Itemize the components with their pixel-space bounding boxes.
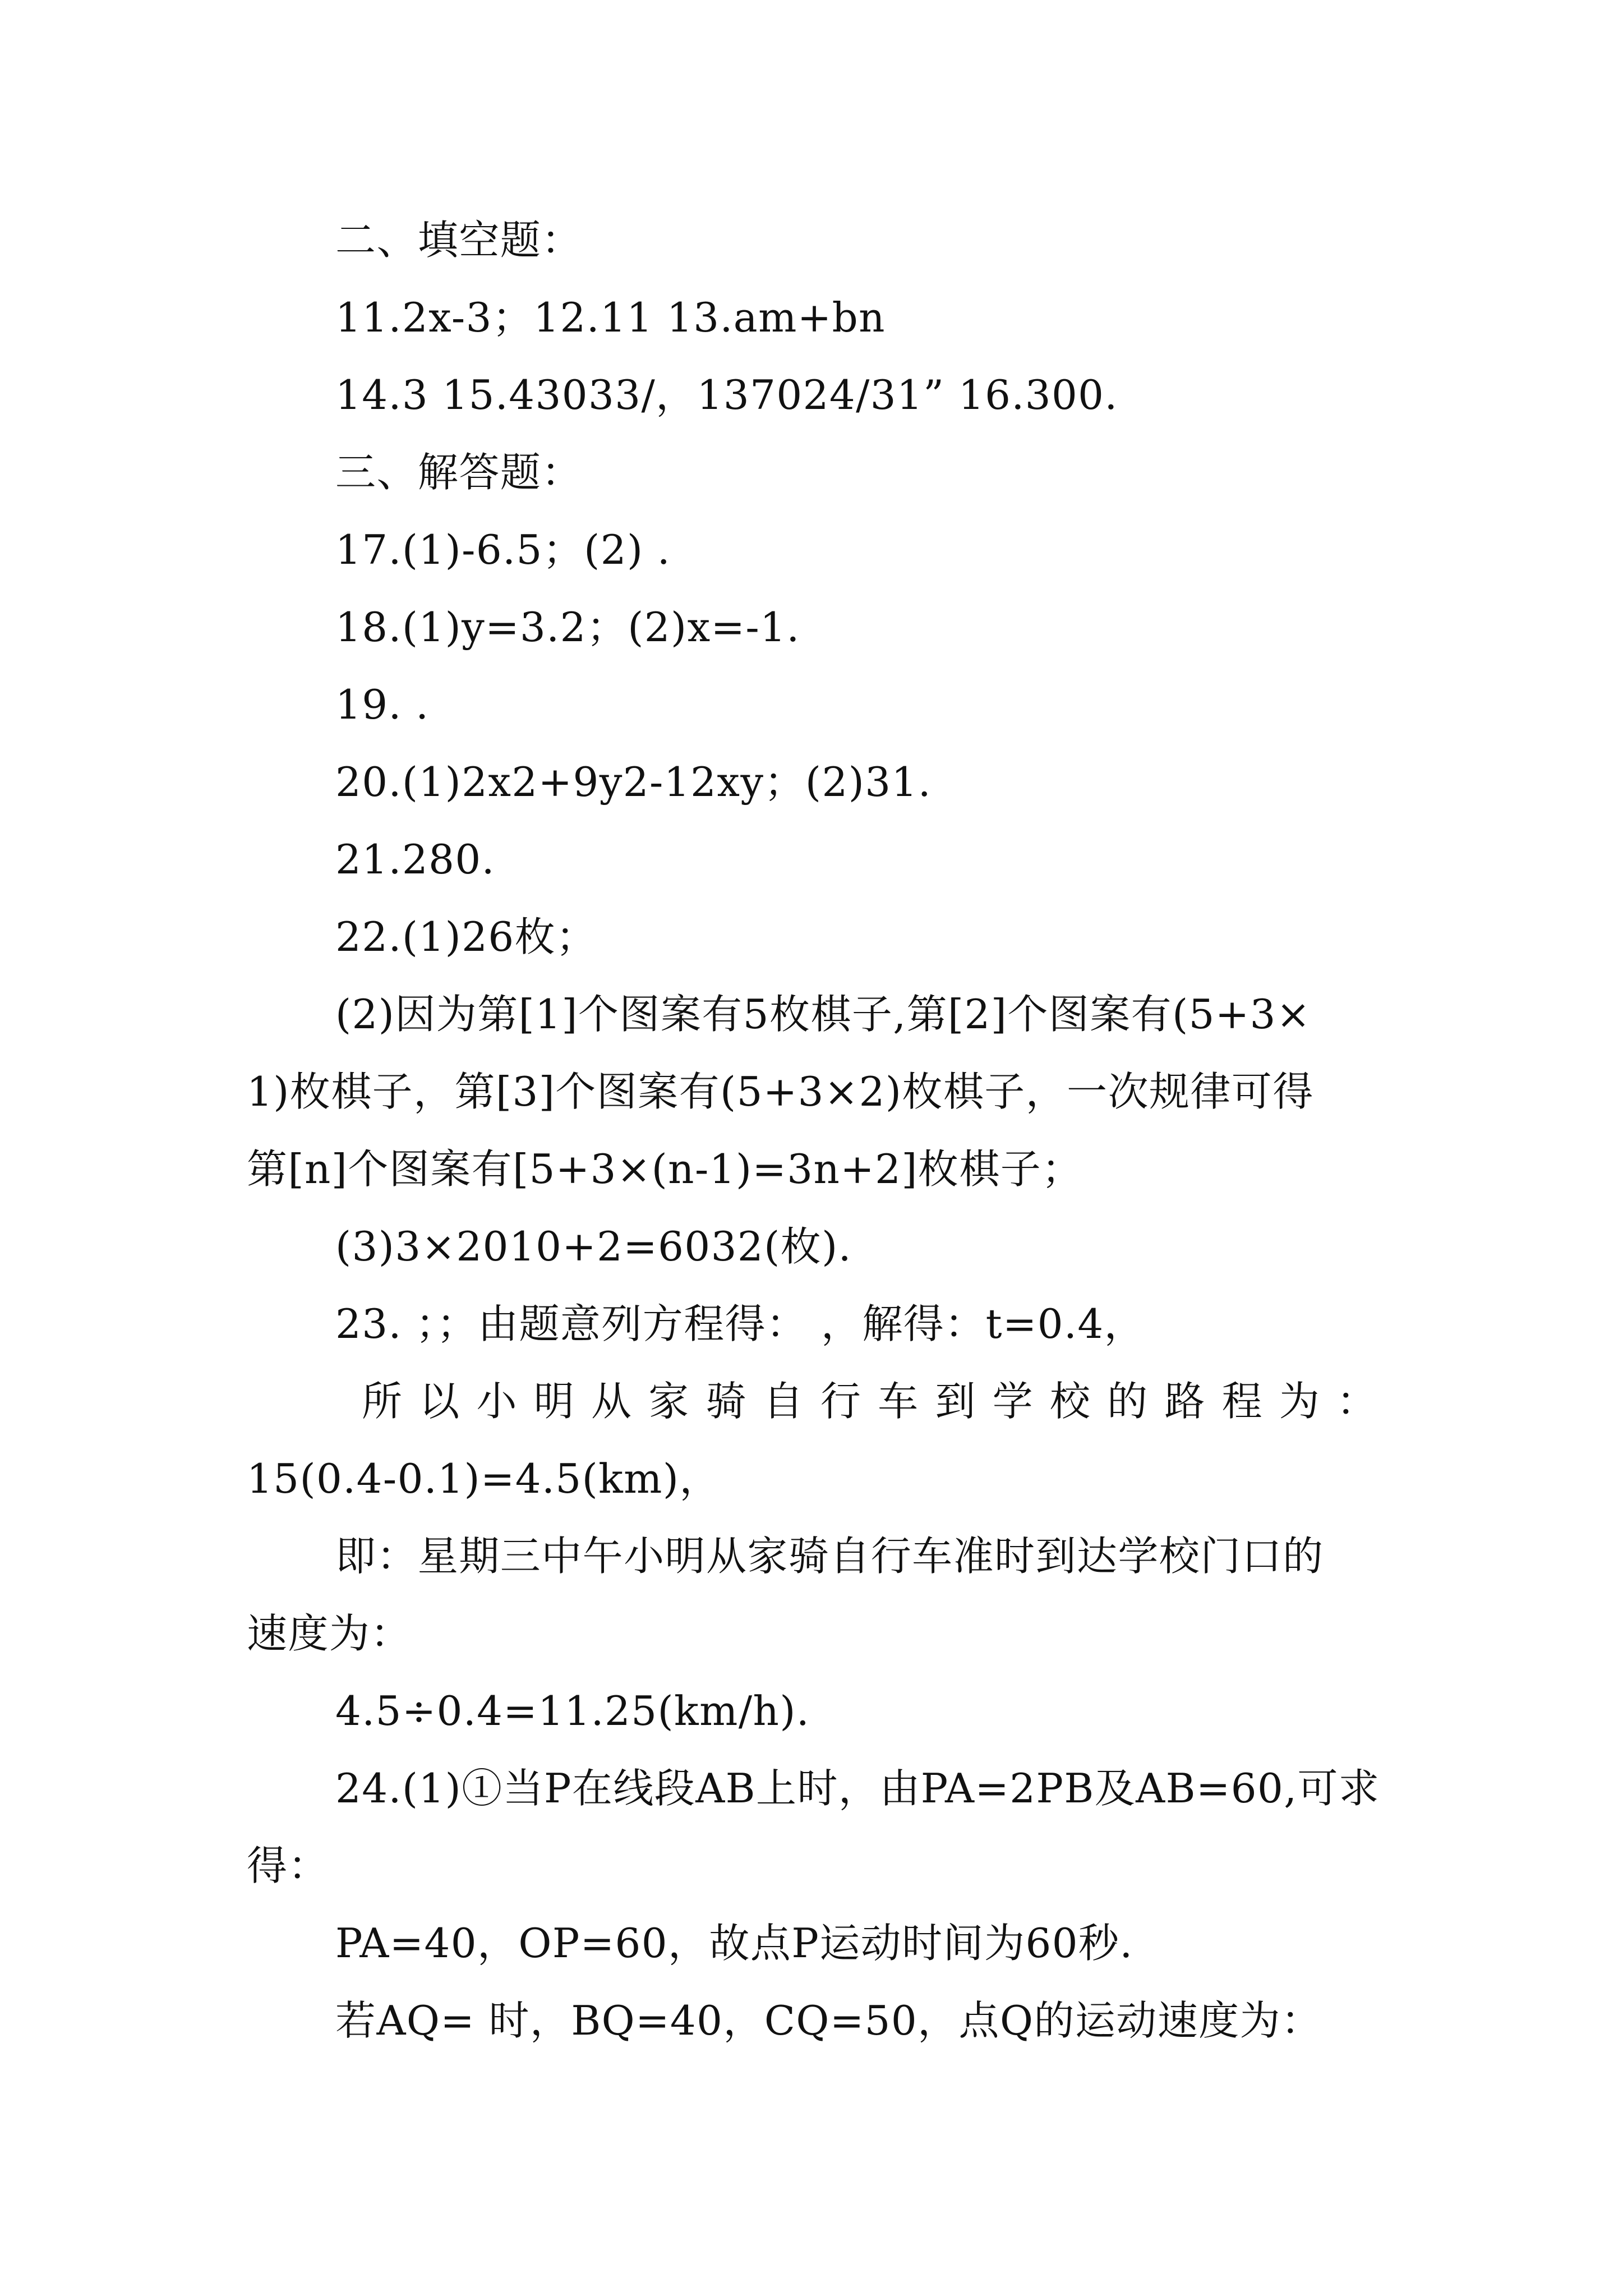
answer-line-23-speed-label: 速度为： xyxy=(247,1610,412,1657)
answer-line-18: 18.(1)y=3.2；(2)x=-1. xyxy=(335,604,800,651)
section-heading-fill-in: 二、填空题： xyxy=(335,217,583,264)
section-heading-solutions: 三、解答题： xyxy=(335,449,583,496)
answer-line-23-distance: 所以小明从家骑自行车到学校的路程为： xyxy=(362,1378,1394,1425)
answer-line-23: 23. ；；由题意列方程得： ，解得：t=0.4， xyxy=(335,1300,1146,1347)
answer-line-19: 19. . xyxy=(335,681,430,728)
answer-line-24-part1-cont: 得： xyxy=(247,1842,329,1889)
answer-line-23-distance-value: 15(0.4-0.1)=4.5(km)， xyxy=(247,1455,721,1502)
answer-line-20: 20.(1)2x2+9y2-12xy；(2)31. xyxy=(335,758,932,806)
answer-line-11-13: 11.2x-3；12.11 13.am+bn xyxy=(335,294,886,341)
answer-line-22-part1: 22.(1)26枚； xyxy=(335,913,597,960)
answer-line-21: 21.280. xyxy=(335,836,495,883)
answer-line-17: 17.(1)-6.5；(2) . xyxy=(335,526,671,573)
answer-line-24-part1: 24.(1)①当P在线段AB上时，由PA=2PB及AB=60,可求 xyxy=(335,1765,1380,1812)
answer-line-14-16: 14.3 15.43033/，137024/31” 16.300. xyxy=(335,371,1118,418)
answer-line-22-part2-cont: 1)枚棋子，第[3]个图案有(5+3×2)枚棋子，一次规律可得 xyxy=(247,1068,1314,1115)
answer-line-23-conclusion: 即：星期三中午小明从家骑自行车准时到达学校门口的 xyxy=(335,1533,1324,1580)
answer-line-22-part2: (2)因为第[1]个图案有5枚棋子,第[2]个图案有(5+3× xyxy=(335,991,1311,1038)
answer-line-22-part3: (3)3×2010+2=6032(枚). xyxy=(335,1223,852,1270)
answer-line-23-speed-value: 4.5÷0.4=11.25(km/h). xyxy=(335,1687,810,1734)
answer-line-24-time: PA=40，OP=60，故点P运动时间为60秒. xyxy=(335,1920,1133,1967)
answer-line-22-part2-end: 第[n]个图案有[5+3×(n-1)=3n+2]枚棋子； xyxy=(247,1145,1083,1193)
answer-line-24-speed: 若AQ= 时，BQ=40，CQ=50，点Q的运动速度为： xyxy=(335,1997,1322,2044)
